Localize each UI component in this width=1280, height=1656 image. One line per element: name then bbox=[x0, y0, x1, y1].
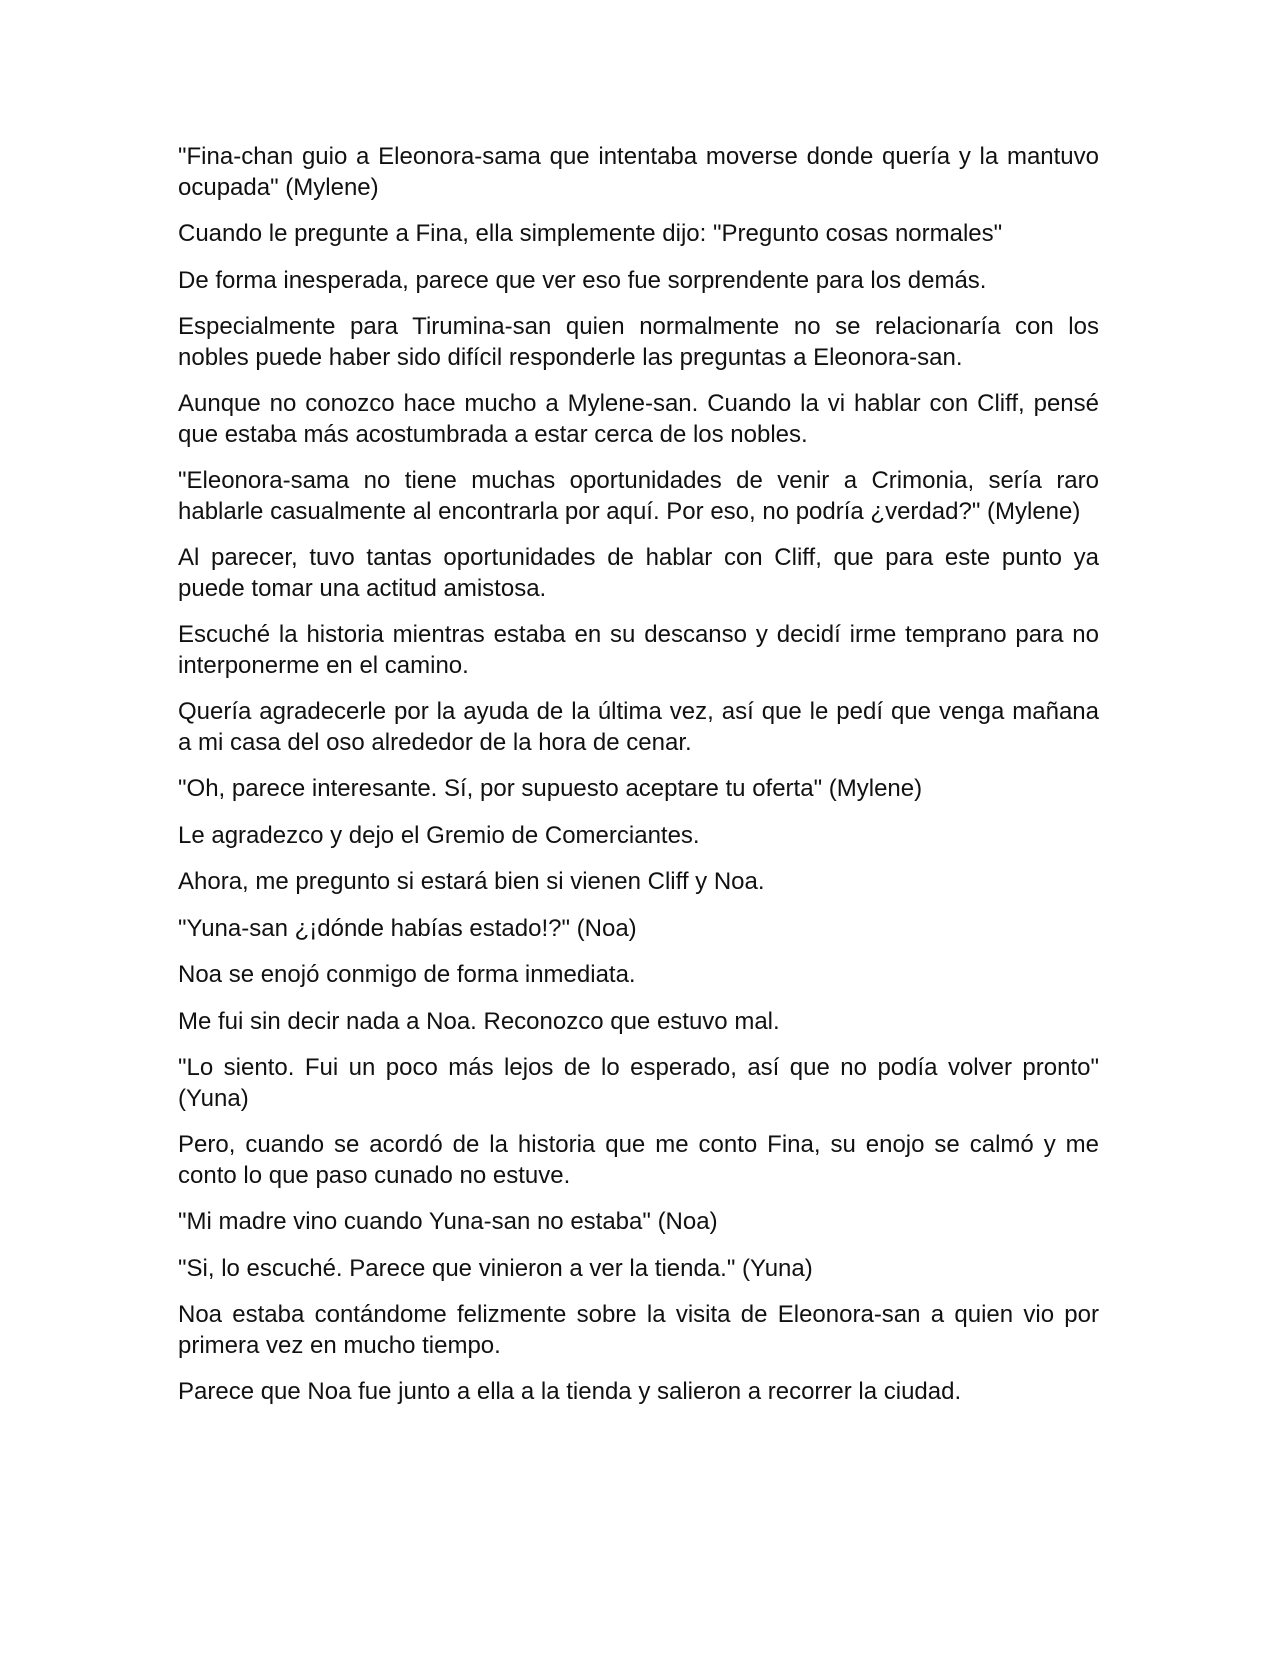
paragraph-11: Le agradezco y dejo el Gremio de Comerciantes. bbox=[178, 821, 700, 849]
paragraph-17: Pero, cuando se acordó de la historia que me conto Fina, su enojo se calmó y me conto lo que paso cunado no estuve. bbox=[178, 1131, 1099, 1189]
paragraph-2: Cuando le pregunte a Fina, ella simplemente dijo: "Pregunto cosas normales" bbox=[178, 220, 1003, 247]
paragraph-13: "Yuna-san ¿¡dónde habías estado!?" (Noa) bbox=[178, 914, 637, 942]
paragraph-20: Noa estaba contándome felizmente sobre la visita de Eleonora-san a quien vio por primera vez en mucho tiempo. bbox=[178, 1301, 1099, 1359]
paragraph-9: Quería agradecerle por la ayuda de la última vez, así que le pedí que venga mañana a mi casa del oso alrededor de la hora de cenar. bbox=[178, 698, 1099, 756]
paragraph-8: Escuché la historia mientras estaba en su descanso y decidí irme temprano para no interponerme en el camino. bbox=[178, 621, 1099, 679]
paragraph-14: Noa se enojó conmigo de forma inmediata. bbox=[178, 961, 636, 988]
paragraph-7: Al parecer, tuvo tantas oportunidades de hablar con Cliff, que para este punto ya puede tomar una actitud amistosa. bbox=[178, 544, 1099, 602]
paragraph-1: "Fina-chan guio a Eleonora-sama que intentaba moverse donde quería y la mantuvo ocupada" (Mylene) bbox=[178, 143, 1099, 201]
paragraph-18: "Mi madre vino cuando Yuna-san no estaba" (Noa) bbox=[178, 1208, 718, 1235]
paragraph-15: Me fui sin decir nada a Noa. Reconozco que estuvo mal. bbox=[178, 1007, 780, 1035]
paragraph-16: "Lo siento. Fui un poco más lejos de lo esperado, así que no podía volver pronto" (Yuna) bbox=[178, 1054, 1099, 1112]
paragraph-19: "Si, lo escuché. Parece que vinieron a ver la tienda." (Yuna) bbox=[178, 1254, 813, 1282]
paragraph-21: Parece que Noa fue junto a ella a la tienda y salieron a recorrer la ciudad. bbox=[178, 1378, 962, 1405]
paragraph-4: Especialmente para Tirumina-san quien normalmente no se relacionaría con los nobles puede haber sido difícil responderle las preguntas a Eleonora-san. bbox=[178, 313, 1099, 371]
paragraph-12: Ahora, me pregunto si estará bien si vienen Cliff y Noa. bbox=[178, 868, 765, 895]
paragraph-3: De forma inesperada, parece que ver eso fue sorprendente para los demás. bbox=[178, 266, 987, 294]
paragraph-10: "Oh, parece interesante. Sí, por supuesto aceptare tu oferta" (Mylene) bbox=[178, 775, 923, 802]
paragraph-6: "Eleonora-sama no tiene muchas oportunidades de venir a Crimonia, sería raro hablarle casualmente al encontrarla por aquí. Por eso, no podría ¿verdad?" (Mylene) bbox=[178, 467, 1099, 525]
paragraph-5: Aunque no conozco hace mucho a Mylene-san. Cuando la vi hablar con Cliff, pensé que estaba más acostumbrada a estar cerca de los nobles. bbox=[178, 390, 1099, 448]
